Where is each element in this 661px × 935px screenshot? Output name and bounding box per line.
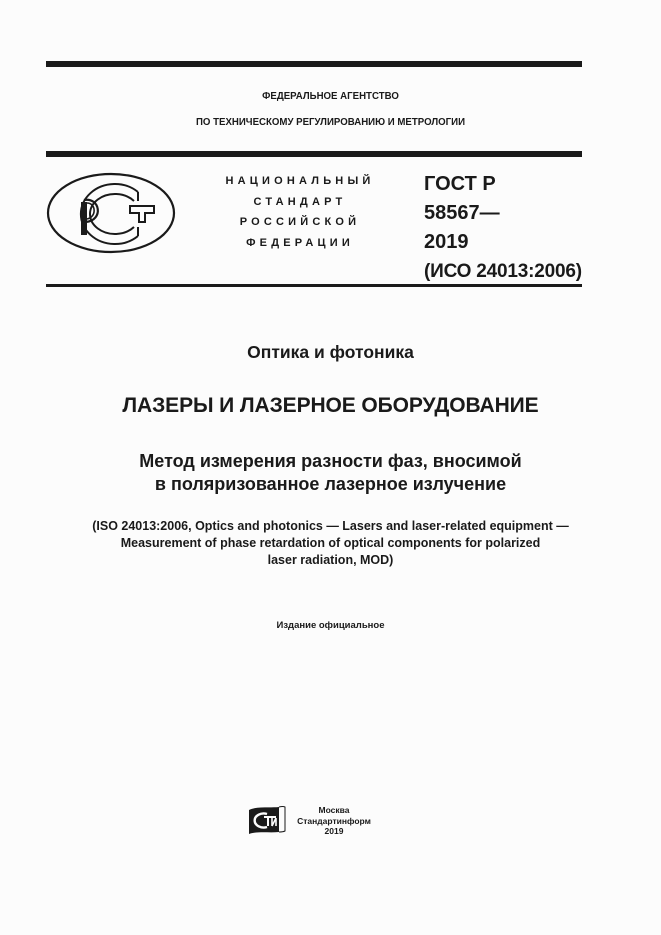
iso-reference-line: (ISO 24013:2006, Optics and photonics — Lasers and laser-related equipment — bbox=[92, 519, 569, 533]
iso-reference-line: Measurement of phase retardation of optical components for polarized bbox=[120, 536, 541, 550]
designation-rule bbox=[46, 284, 582, 287]
top-rule bbox=[46, 61, 582, 67]
gost-r-certification-mark-icon bbox=[44, 170, 178, 256]
subtitle-line: в поляризованное лазерное излучение bbox=[154, 474, 507, 494]
national-standard-line: ФЕДЕРАЦИИ bbox=[246, 236, 354, 249]
edition-label: Издание официальное bbox=[276, 620, 385, 631]
iso-reference bbox=[0, 518, 661, 569]
document-title: ЛАЗЕРЫ И ЛАЗЕРНОЕ ОБОРУДОВАНИЕ bbox=[122, 394, 539, 417]
agency-name-line2: ПО ТЕХНИЧЕСКОМУ РЕГУЛИРОВАНИЮ И МЕТРОЛОГИИ bbox=[195, 116, 466, 128]
national-standard-line: НАЦИОНАЛЬНЫЙ bbox=[225, 175, 375, 187]
national-standard-line: РОССИЙСКОЙ bbox=[239, 216, 361, 228]
iso-reference-line: laser radiation, MOD) bbox=[267, 553, 394, 567]
designation-year: 2019 bbox=[424, 231, 469, 253]
designation-iso: (ИСО 24013:2006) bbox=[424, 261, 582, 282]
designation-line: ГОСТ Р bbox=[424, 173, 496, 195]
publisher-info bbox=[286, 805, 382, 837]
designation-number: 58567— bbox=[424, 202, 500, 224]
publisher-name: Стандартинформ bbox=[297, 815, 371, 826]
standartinform-logo-icon bbox=[247, 804, 291, 836]
national-standard-line: СТАНДАРТ bbox=[253, 195, 347, 208]
document-category: Оптика и фотоника bbox=[247, 342, 414, 362]
agency-name-line1: ФЕДЕРАЛЬНОЕ АГЕНТСТВО bbox=[262, 90, 399, 102]
subtitle-line: Метод измерения разности фаз, вносимой bbox=[139, 451, 522, 471]
standard-designation bbox=[424, 170, 582, 286]
publisher-year: 2019 bbox=[324, 826, 344, 836]
national-standard-label bbox=[200, 171, 400, 253]
header-rule bbox=[46, 151, 582, 157]
publisher-city: Москва bbox=[318, 805, 350, 815]
document-subtitle bbox=[0, 450, 661, 496]
